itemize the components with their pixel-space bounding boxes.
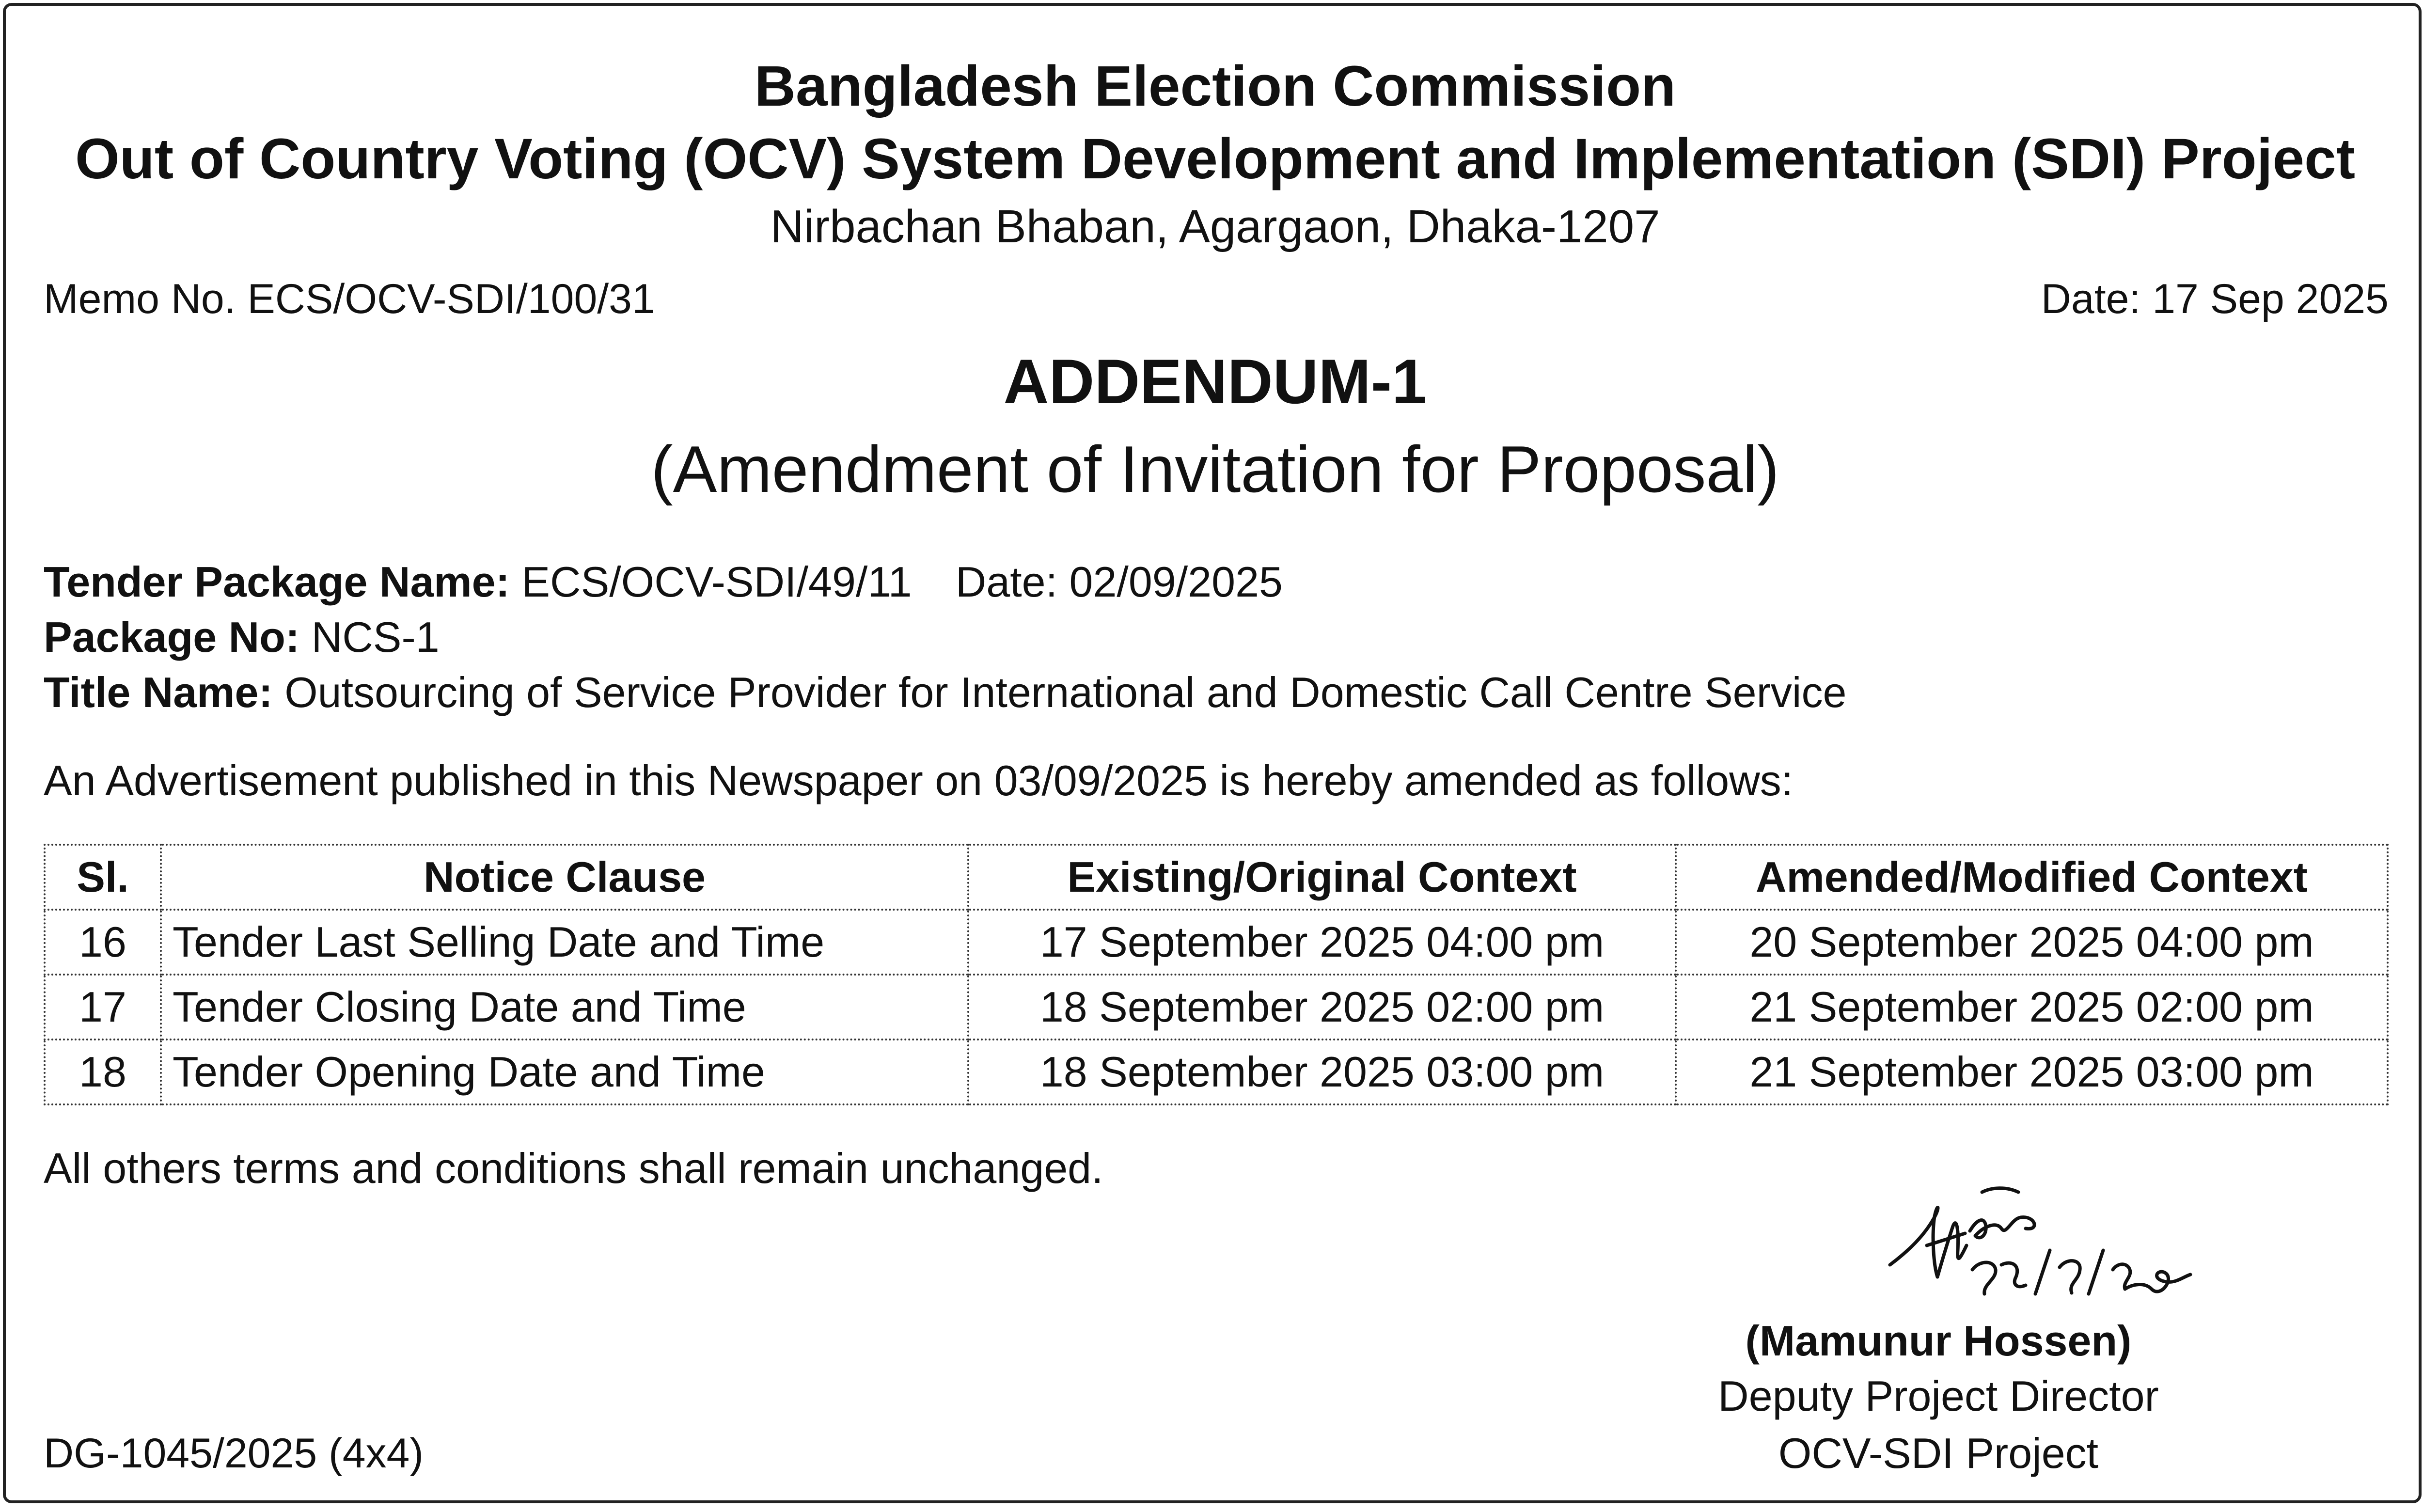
tender-package-date: Date: 02/09/2025 xyxy=(955,558,1283,606)
title-name-label: Title Name: xyxy=(44,668,273,716)
row-amended-context: 21 September 2025 02:00 pm xyxy=(1676,975,2388,1040)
office-address: Nirbachan Bhaban, Agargaon, Dhaka-1207 xyxy=(770,201,1660,252)
header-amended-context: Amended/Modified Context xyxy=(1676,845,2388,910)
row-amended-context: 20 September 2025 04:00 pm xyxy=(1676,910,2388,975)
row-notice-clause: Tender Opening Date and Time xyxy=(161,1040,968,1104)
document-subtitle: (Amendment of Invitation for Proposal) xyxy=(651,432,1779,506)
table-row xyxy=(45,910,2388,975)
signatory-designation: Deputy Project Director xyxy=(1718,1372,2159,1420)
header-original-context: Existing/Original Context xyxy=(968,845,1676,910)
title-name-value: Outsourcing of Service Provider for International and Domestic Call Centre Service xyxy=(284,668,1847,716)
publication-reference: DG-1045/2025 (4x4) xyxy=(44,1430,424,1477)
amendment-table xyxy=(44,844,2389,1105)
signatory-organization: OCV-SDI Project xyxy=(1778,1429,2099,1477)
row-notice-clause: Tender Last Selling Date and Time xyxy=(161,910,968,975)
row-serial: 18 xyxy=(45,1040,161,1104)
header-notice-clause: Notice Clause xyxy=(161,845,968,910)
memo-number: Memo No. ECS/OCV-SDI/100/31 xyxy=(44,276,655,322)
package-no-value: NCS-1 xyxy=(311,613,440,661)
row-original-context: 18 September 2025 03:00 pm xyxy=(968,1040,1676,1104)
table-row xyxy=(45,1040,2388,1104)
handwritten-signature xyxy=(1880,1173,2239,1318)
package-no-label: Package No: xyxy=(44,613,300,661)
package-no-line xyxy=(44,611,440,664)
row-amended-context: 21 September 2025 03:00 pm xyxy=(1676,1040,2388,1104)
row-original-context: 17 September 2025 04:00 pm xyxy=(968,910,1676,975)
row-serial: 16 xyxy=(45,910,161,975)
row-notice-clause: Tender Closing Date and Time xyxy=(161,975,968,1040)
tender-package-name-label: Tender Package Name: xyxy=(44,558,510,606)
project-name: Out of Country Voting (OCV) System Development and Implementation (SDI) Project xyxy=(75,127,2356,191)
tender-package-line xyxy=(44,555,1283,609)
header-serial: Sl. xyxy=(45,845,161,910)
title-name-line xyxy=(44,666,1846,719)
amendment-intro: An Advertisement published in this Newspaper on 03/09/2025 is hereby amended as follows: xyxy=(44,756,1794,804)
closing-statement: All others terms and conditions shall remain unchanged. xyxy=(44,1144,1103,1192)
row-serial: 17 xyxy=(45,975,161,1040)
document-title: ADDENDUM-1 xyxy=(1003,346,1427,417)
signatory-name: (Mamunur Hossen) xyxy=(1745,1317,2132,1365)
memo-date: Date: 17 Sep 2025 xyxy=(2041,276,2389,322)
table-row xyxy=(45,975,2388,1040)
organization-name: Bangladesh Election Commission xyxy=(754,54,1676,118)
tender-package-name-value: ECS/OCV-SDI/49/11 xyxy=(521,558,912,606)
row-original-context: 18 September 2025 02:00 pm xyxy=(968,975,1676,1040)
table-header-row xyxy=(45,845,2388,910)
